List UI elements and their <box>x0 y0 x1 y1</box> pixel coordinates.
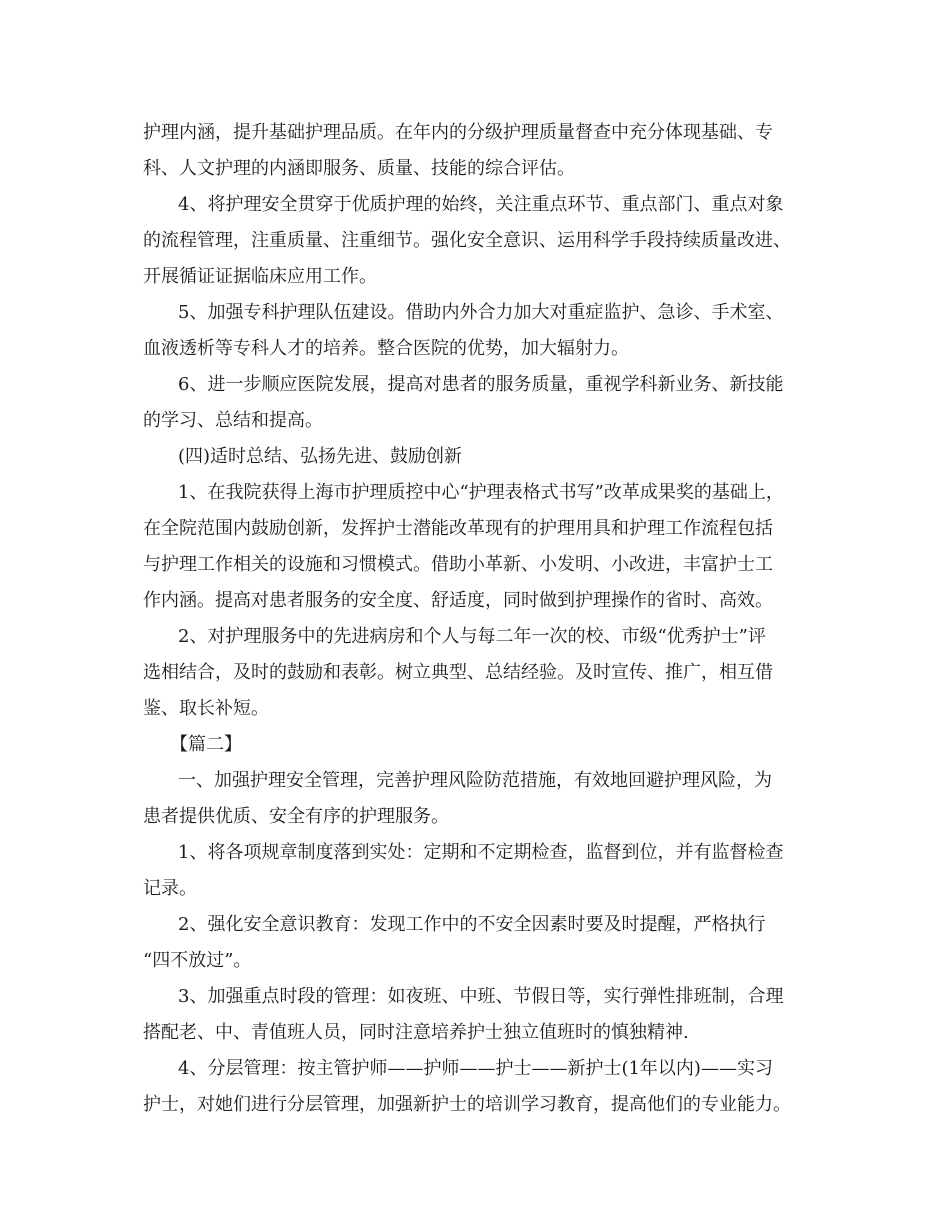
text-line: “四不放过”。 <box>143 950 252 971</box>
text-line: 4、分层管理：按主管护师——护师——护士——新护士(1年以内)——实习 <box>178 1058 773 1079</box>
text-line: 搭配老、中、青值班人员，同时注意培养护士独立值班时的慎独精神. <box>143 1022 689 1043</box>
text-line: 5、加强专科护理队伍建设。借助内外合力加大对重症监护、急诊、手术室、 <box>178 302 784 323</box>
text-line: 开展循证证据临床应用工作。 <box>143 266 377 287</box>
part-heading: 【篇二】 <box>170 734 242 755</box>
text-line: 2、强化安全意识教育：发现工作中的不安全因素时要及时提醒，严格执行 <box>178 914 766 935</box>
text-line: 1、在我院获得上海市护理质控中心“护理表格式书写”改革成果奖的基础上， <box>178 482 784 503</box>
text-line: 选相结合，及时的鼓励和表彰。树立典型、总结经验。及时宣传、推广，相互借 <box>143 662 773 683</box>
text-line: 4、将护理安全贯穿于优质护理的始终，关注重点环节、重点部门、重点对象 <box>178 194 784 215</box>
text-line: 护理内涵，提升基础护理品质。在年内的分级护理质量督查中充分体现基础、专 <box>143 122 773 143</box>
text-line: 记录。 <box>143 878 197 899</box>
text-line: 鉴、取长补短。 <box>143 698 269 719</box>
text-line: 6、进一步顺应医院发展，提高对患者的服务质量，重视学科新业务、新技能 <box>178 374 784 395</box>
text-line: 患者提供优质、安全有序的护理服务。 <box>143 806 449 827</box>
text-line: 的流程管理，注重质量、注重细节。强化安全意识、运用科学手段持续质量改进、 <box>143 230 791 251</box>
text-line: 与护理工作相关的设施和习惯模式。借助小革新、小发明、小改进，丰富护士工 <box>143 554 773 575</box>
text-line: 作内涵。提高对患者服务的安全度、舒适度，同时做到护理操作的省时、高效。 <box>143 590 773 611</box>
text-line: 血液透析等专科人才的培养。整合医院的优势，加大辐射力。 <box>143 338 629 359</box>
text-line: 护士，对她们进行分层管理，加强新护士的培训学习教育，提高他们的专业能力。 <box>143 1094 791 1115</box>
text-line: 的学习、总结和提高。 <box>143 410 323 431</box>
text-line: 在全院范围内鼓励创新，发挥护士潜能改革现有的护理用具和护理工作流程包括 <box>143 518 773 539</box>
text-line: 2、对护理服务中的先进病房和个人与每二年一次的校、市级“优秀护士”评 <box>178 626 766 647</box>
text-line: 一、加强护理安全管理，完善护理风险防范措施，有效地回避护理风险，为 <box>178 770 772 791</box>
text-line: 科、人文护理的内涵即服务、质量、技能的综合评估。 <box>143 158 575 179</box>
text-line: 1、将各项规章制度落到实处：定期和不定期检查，监督到位，并有监督检查 <box>178 842 784 863</box>
section-heading: (四)适时总结、弘扬先进、鼓励创新 <box>178 446 463 467</box>
text-line: 3、加强重点时段的管理：如夜班、中班、节假日等，实行弹性排班制，合理 <box>178 986 784 1007</box>
